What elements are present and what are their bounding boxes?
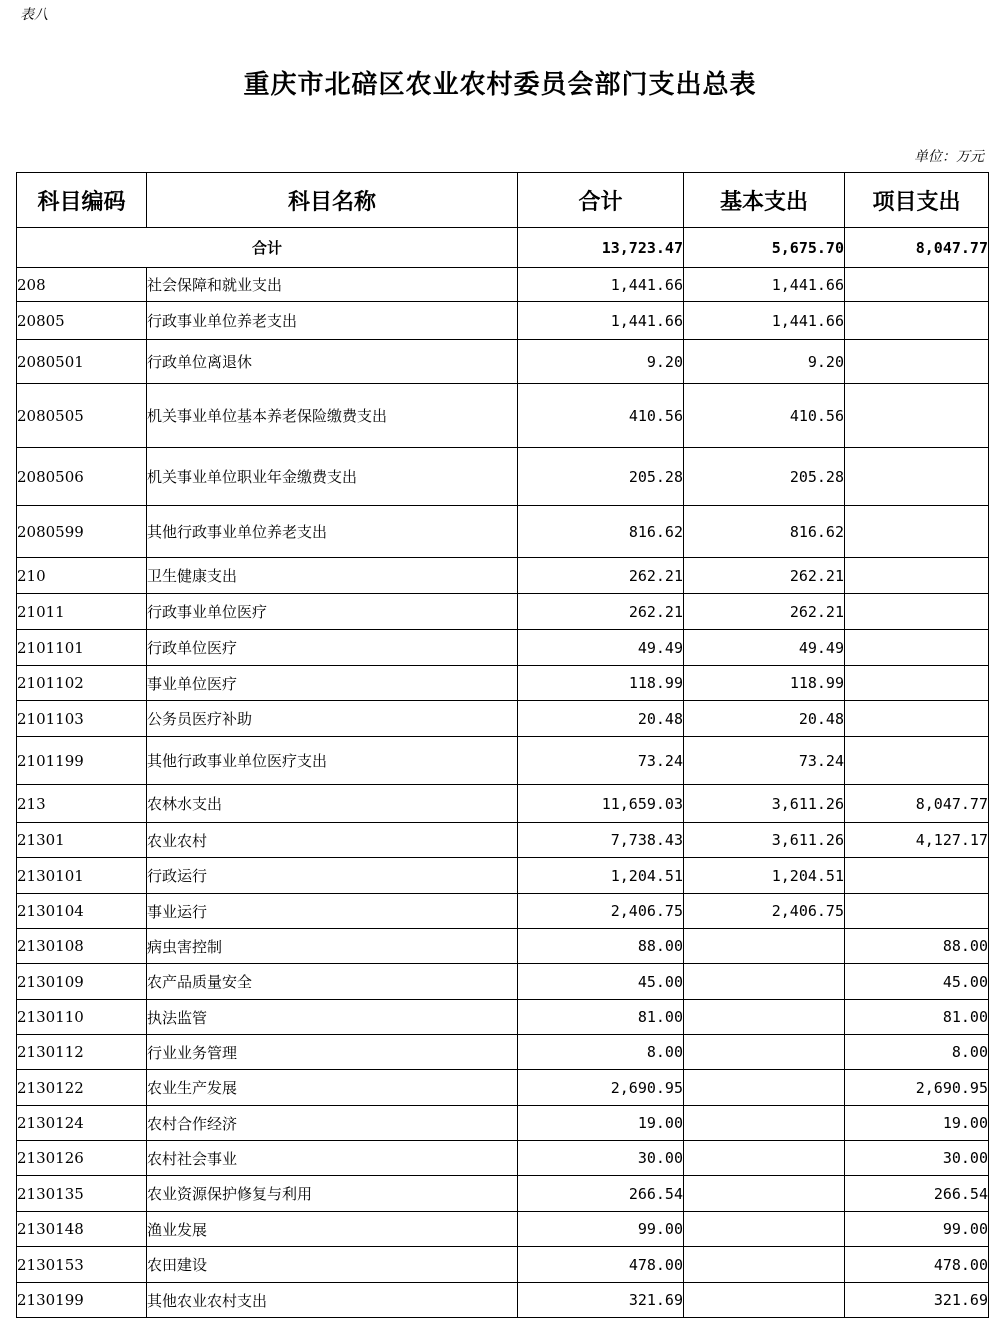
row-code: 2130122 xyxy=(17,1070,147,1106)
table-row xyxy=(17,1141,989,1176)
row-total: 81.00 xyxy=(518,1000,684,1035)
row-basic: 816.62 xyxy=(684,506,845,558)
row-basic xyxy=(684,1070,845,1106)
row-code: 2130104 xyxy=(17,894,147,929)
row-total: 9.20 xyxy=(518,340,684,384)
row-name: 事业运行 xyxy=(147,894,518,929)
row-basic xyxy=(684,1106,845,1141)
table-row xyxy=(17,630,989,666)
row-total: 8.00 xyxy=(518,1035,684,1070)
table-row xyxy=(17,1035,989,1070)
row-project: 45.00 xyxy=(845,964,989,1000)
row-basic xyxy=(684,929,845,964)
row-code: 2130109 xyxy=(17,964,147,1000)
row-name: 社会保障和就业支出 xyxy=(147,268,518,302)
page-title: 重庆市北碚区农业农村委员会部门支出总表 xyxy=(243,70,757,100)
row-total: 1,441.66 xyxy=(518,302,684,340)
row-basic: 262.21 xyxy=(684,558,845,594)
table-label: 表八 xyxy=(20,7,48,23)
row-project xyxy=(845,558,989,594)
row-code: 2101101 xyxy=(17,630,147,666)
row-project: 30.00 xyxy=(845,1141,989,1176)
table-row xyxy=(17,1283,989,1318)
row-total: 816.62 xyxy=(518,506,684,558)
row-project xyxy=(845,737,989,785)
total-sum: 13,723.47 xyxy=(518,228,684,268)
row-total: 11,659.03 xyxy=(518,785,684,823)
row-project: 81.00 xyxy=(845,1000,989,1035)
table-row xyxy=(17,1212,989,1247)
table-row xyxy=(17,594,989,630)
row-name: 公务员医疗补助 xyxy=(147,701,518,737)
row-basic: 1,441.66 xyxy=(684,268,845,302)
table-row xyxy=(17,785,989,823)
table-row xyxy=(17,666,989,701)
row-basic: 1,204.51 xyxy=(684,858,845,894)
row-code: 2130101 xyxy=(17,858,147,894)
row-total: 410.56 xyxy=(518,384,684,448)
row-project xyxy=(845,594,989,630)
row-total: 1,441.66 xyxy=(518,268,684,302)
table-row xyxy=(17,1000,989,1035)
row-name: 渔业发展 xyxy=(147,1212,518,1247)
row-basic xyxy=(684,1283,845,1318)
header-basic: 基本支出 xyxy=(684,173,845,228)
row-name: 农田建设 xyxy=(147,1247,518,1283)
table-row xyxy=(17,1247,989,1283)
row-basic: 20.48 xyxy=(684,701,845,737)
row-code: 2080505 xyxy=(17,384,147,448)
row-name: 行政运行 xyxy=(147,858,518,894)
table-row xyxy=(17,268,989,302)
row-project: 2,690.95 xyxy=(845,1070,989,1106)
table-row xyxy=(17,858,989,894)
row-code: 2080501 xyxy=(17,340,147,384)
row-project: 321.69 xyxy=(845,1283,989,1318)
header-project: 项目支出 xyxy=(845,173,989,228)
row-total: 88.00 xyxy=(518,929,684,964)
row-total: 262.21 xyxy=(518,594,684,630)
row-name: 行业业务管理 xyxy=(147,1035,518,1070)
table-row xyxy=(17,929,989,964)
header-code: 科目编码 xyxy=(17,173,147,228)
row-project: 478.00 xyxy=(845,1247,989,1283)
expenditure-table xyxy=(16,172,989,1318)
header-name: 科目名称 xyxy=(147,173,518,228)
row-code: 2130126 xyxy=(17,1141,147,1176)
row-basic: 3,611.26 xyxy=(684,823,845,858)
row-name: 农业农村 xyxy=(147,823,518,858)
row-code: 2130108 xyxy=(17,929,147,964)
row-name: 行政单位医疗 xyxy=(147,630,518,666)
row-total: 262.21 xyxy=(518,558,684,594)
row-total: 2,406.75 xyxy=(518,894,684,929)
row-basic xyxy=(684,1035,845,1070)
row-name: 农产品质量安全 xyxy=(147,964,518,1000)
row-code: 2130110 xyxy=(17,1000,147,1035)
row-name: 行政事业单位养老支出 xyxy=(147,302,518,340)
row-name: 行政单位离退休 xyxy=(147,340,518,384)
row-name: 卫生健康支出 xyxy=(147,558,518,594)
row-total: 99.00 xyxy=(518,1212,684,1247)
table-row xyxy=(17,1106,989,1141)
row-project: 88.00 xyxy=(845,929,989,964)
row-name: 农业生产发展 xyxy=(147,1070,518,1106)
row-basic: 49.49 xyxy=(684,630,845,666)
row-name: 其他行政事业单位医疗支出 xyxy=(147,737,518,785)
row-name: 机关事业单位职业年金缴费支出 xyxy=(147,448,518,506)
total-project: 8,047.77 xyxy=(845,228,989,268)
table-row xyxy=(17,506,989,558)
row-code: 2101103 xyxy=(17,701,147,737)
row-total: 266.54 xyxy=(518,1176,684,1212)
row-basic xyxy=(684,1176,845,1212)
row-project xyxy=(845,302,989,340)
row-code: 21011 xyxy=(17,594,147,630)
row-basic: 205.28 xyxy=(684,448,845,506)
row-code: 2130199 xyxy=(17,1283,147,1318)
row-basic: 118.99 xyxy=(684,666,845,701)
header-row xyxy=(17,173,989,228)
table-row xyxy=(17,302,989,340)
row-project xyxy=(845,506,989,558)
row-basic: 1,441.66 xyxy=(684,302,845,340)
row-project xyxy=(845,630,989,666)
row-total: 19.00 xyxy=(518,1106,684,1141)
row-code: 2130135 xyxy=(17,1176,147,1212)
table-row xyxy=(17,1070,989,1106)
row-basic xyxy=(684,1141,845,1176)
row-total: 2,690.95 xyxy=(518,1070,684,1106)
row-basic xyxy=(684,1000,845,1035)
row-name: 其他农业农村支出 xyxy=(147,1283,518,1318)
row-code: 208 xyxy=(17,268,147,302)
row-code: 2080599 xyxy=(17,506,147,558)
row-project xyxy=(845,384,989,448)
row-code: 2130112 xyxy=(17,1035,147,1070)
header-total: 合计 xyxy=(518,173,684,228)
table-row xyxy=(17,737,989,785)
table-row xyxy=(17,558,989,594)
row-total: 1,204.51 xyxy=(518,858,684,894)
table-row xyxy=(17,823,989,858)
row-code: 20805 xyxy=(17,302,147,340)
row-code: 21301 xyxy=(17,823,147,858)
row-project: 8.00 xyxy=(845,1035,989,1070)
row-project xyxy=(845,894,989,929)
row-code: 2080506 xyxy=(17,448,147,506)
table-row xyxy=(17,964,989,1000)
table-row xyxy=(17,384,989,448)
row-project xyxy=(845,268,989,302)
row-project: 99.00 xyxy=(845,1212,989,1247)
total-row xyxy=(17,228,989,268)
row-total: 118.99 xyxy=(518,666,684,701)
row-basic xyxy=(684,964,845,1000)
row-project: 4,127.17 xyxy=(845,823,989,858)
total-label: 合计 xyxy=(17,228,518,268)
row-basic: 2,406.75 xyxy=(684,894,845,929)
row-name: 农村社会事业 xyxy=(147,1141,518,1176)
unit-label: 单位：万元 xyxy=(914,149,984,165)
row-total: 478.00 xyxy=(518,1247,684,1283)
table-row xyxy=(17,340,989,384)
row-total: 205.28 xyxy=(518,448,684,506)
row-project xyxy=(845,858,989,894)
row-code: 2130148 xyxy=(17,1212,147,1247)
row-basic: 410.56 xyxy=(684,384,845,448)
row-project: 8,047.77 xyxy=(845,785,989,823)
row-name: 机关事业单位基本养老保险缴费支出 xyxy=(147,384,518,448)
total-basic: 5,675.70 xyxy=(684,228,845,268)
row-total: 45.00 xyxy=(518,964,684,1000)
row-name: 农林水支出 xyxy=(147,785,518,823)
row-code: 210 xyxy=(17,558,147,594)
row-project: 19.00 xyxy=(845,1106,989,1141)
row-basic: 3,611.26 xyxy=(684,785,845,823)
row-project xyxy=(845,340,989,384)
row-name: 执法监管 xyxy=(147,1000,518,1035)
row-project xyxy=(845,701,989,737)
table-row xyxy=(17,701,989,737)
row-code: 2101199 xyxy=(17,737,147,785)
row-basic: 73.24 xyxy=(684,737,845,785)
table-row xyxy=(17,1176,989,1212)
row-basic: 9.20 xyxy=(684,340,845,384)
row-total: 7,738.43 xyxy=(518,823,684,858)
table-row xyxy=(17,894,989,929)
row-project xyxy=(845,666,989,701)
row-total: 20.48 xyxy=(518,701,684,737)
row-basic xyxy=(684,1212,845,1247)
row-total: 321.69 xyxy=(518,1283,684,1318)
row-name: 事业单位医疗 xyxy=(147,666,518,701)
row-basic: 262.21 xyxy=(684,594,845,630)
row-basic xyxy=(684,1247,845,1283)
row-total: 49.49 xyxy=(518,630,684,666)
row-code: 2130153 xyxy=(17,1247,147,1283)
table-row xyxy=(17,448,989,506)
row-name: 病虫害控制 xyxy=(147,929,518,964)
row-name: 其他行政事业单位养老支出 xyxy=(147,506,518,558)
row-total: 30.00 xyxy=(518,1141,684,1176)
row-project xyxy=(845,448,989,506)
row-total: 73.24 xyxy=(518,737,684,785)
row-name: 行政事业单位医疗 xyxy=(147,594,518,630)
row-name: 农业资源保护修复与利用 xyxy=(147,1176,518,1212)
row-project: 266.54 xyxy=(845,1176,989,1212)
row-code: 2101102 xyxy=(17,666,147,701)
row-name: 农村合作经济 xyxy=(147,1106,518,1141)
row-code: 213 xyxy=(17,785,147,823)
row-code: 2130124 xyxy=(17,1106,147,1141)
